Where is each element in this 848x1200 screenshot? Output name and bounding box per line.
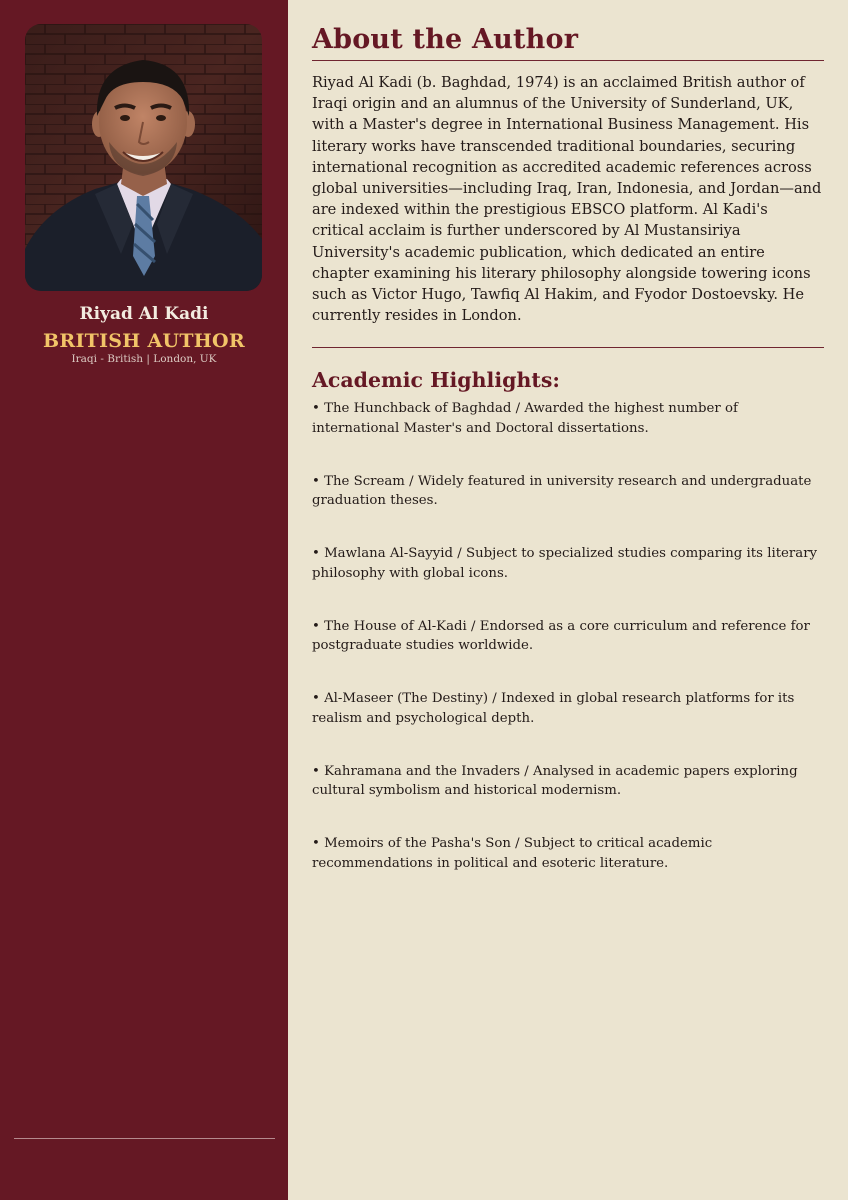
highlight-item: • Mawlana Al-Sayyid / Subject to specialized studies comparing its literary philosophy with global icons. xyxy=(312,546,818,581)
highlight-item: • Memoirs of the Pasha's Son / Subject to critical academic recommendations in political and esoteric literature. xyxy=(312,836,713,871)
page-title: About the Author xyxy=(312,24,579,55)
main-content xyxy=(312,22,824,907)
highlight-item: • The House of Al-Kadi / Endorsed as a core curriculum and reference for postgraduate studies worldwide. xyxy=(312,618,810,654)
author-meta: Iraqi - British | London, UK xyxy=(71,353,217,365)
author-name: Riyad Al Kadi xyxy=(79,304,209,324)
author-bio: Riyad Al Kadi (b. Baghdad, 1974) is an acclaimed British author of Iraqi origin and an alumnus of the University of Sunderland, UK, with a Master's degree in International Business Management. His literary works have transcended traditional boundaries, securing international recognition as accredited academic references across global universities—including Iraq, Iran, Indonesia, and Jordan—and are indexed within the prestigious EBSCO platform. Al Kadi's critical acclaim is further underscored by Al Mustansiriya University's academic publication, which dedicated an entire chapter examining his literary philosophy alongside towering icons such as Victor Hugo, Tawfiq Al Hakim, and Fyodor Dostoevsky. He currently resides in London. xyxy=(312,74,822,325)
author-role: BRITISH AUTHOR xyxy=(43,330,245,352)
title-divider xyxy=(312,60,824,61)
highlights-heading: Academic Highlights: xyxy=(312,368,560,393)
section-divider xyxy=(312,347,824,348)
highlight-item: • Al-Maseer (The Destiny) / Indexed in global research platforms for its realism and psychological depth. xyxy=(312,691,795,726)
highlight-item: • The Hunchback of Baghdad / Awarded the highest number of international Master's and Doctoral dissertations. xyxy=(312,401,738,436)
highlight-item: • Kahramana and the Invaders / Analysed in academic papers exploring cultural symbolism and historical modernism. xyxy=(312,763,798,799)
highlight-item: • The Scream / Widely featured in university research and undergraduate graduation theses. xyxy=(312,473,812,509)
sidebar xyxy=(0,0,288,1200)
sidebar-divider xyxy=(14,1138,275,1139)
highlights-list xyxy=(312,399,824,873)
author-portrait xyxy=(25,24,262,291)
